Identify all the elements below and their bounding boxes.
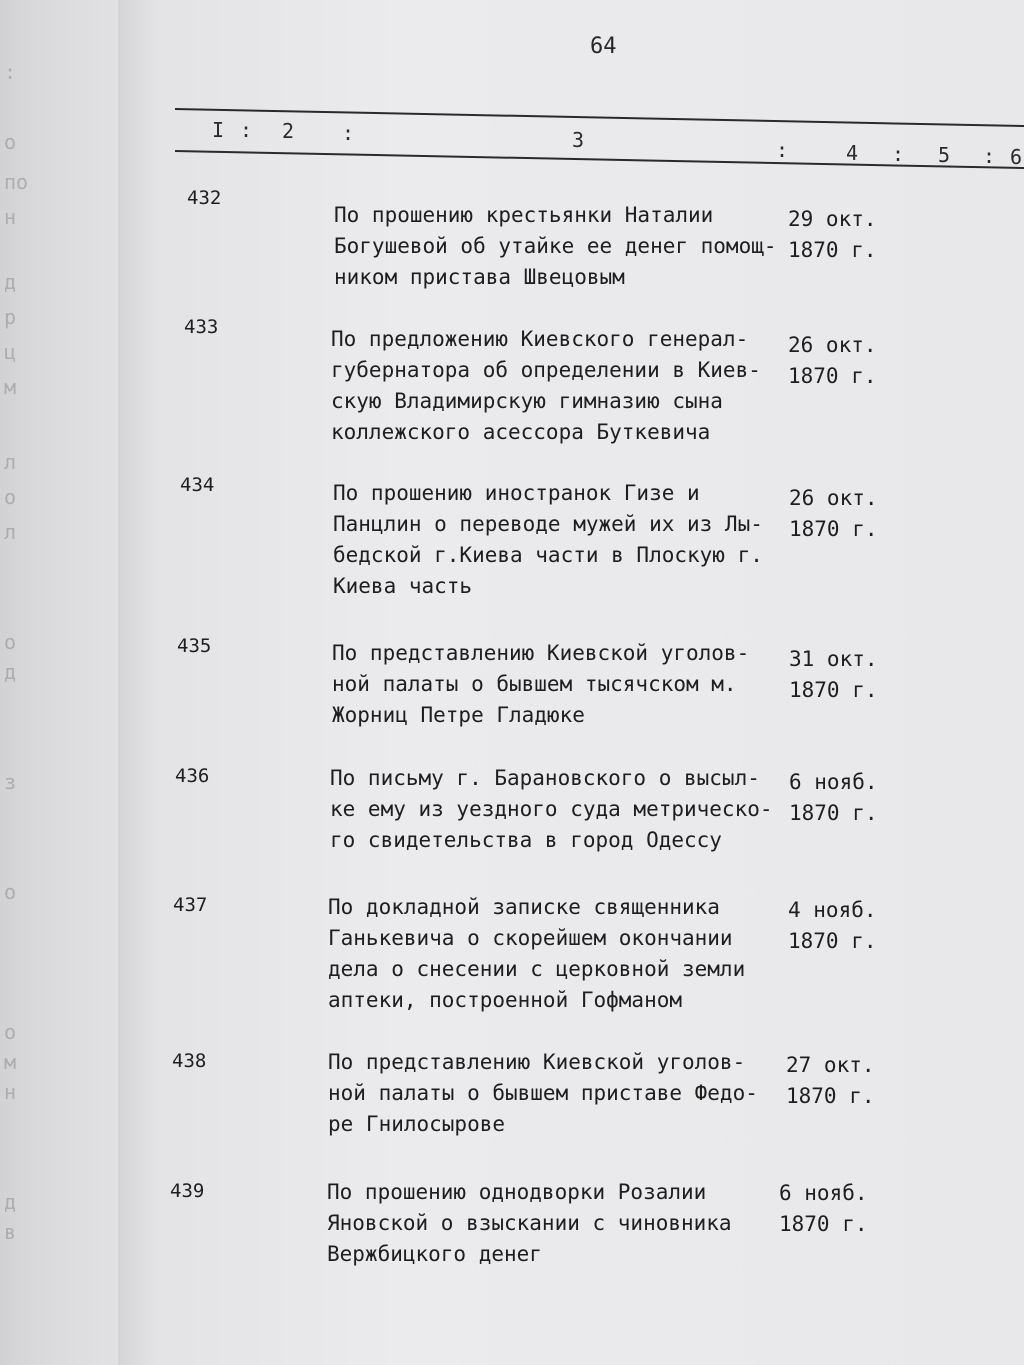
entry-number: 437 (173, 894, 208, 916)
entry-number: 439 (170, 1180, 205, 1202)
column-header-1: I (212, 118, 225, 142)
entry-date: 6 нояб. 1870 г. (789, 770, 878, 825)
entry-description: По представлению Киевской уголов- ной палаты о бывшем тысячском м. Жорниц Петре Гладюке (332, 641, 750, 727)
entry-number: 433 (184, 316, 219, 338)
column-separator: : (892, 142, 905, 166)
entry-date: 27 окт. 1870 г. (786, 1053, 875, 1108)
entry-number: 432 (187, 187, 222, 209)
entry-date: 26 окт. 1870 г. (788, 333, 877, 388)
entry-date: 29 окт. 1870 г. (788, 207, 877, 262)
entry-date: 26 окт. 1870 г. (789, 486, 878, 541)
adjacent-page-bleed: : о по н д р ц м л о л о д з о о м н д в (4, 60, 29, 1244)
column-header-5: 5 (938, 143, 951, 167)
entry-description: По докладной записке священника Ганькевича о скорейшем окончании дела о снесении с церковной земли аптеки, построенной Гофманом (328, 895, 746, 1012)
entry-number: 434 (180, 474, 215, 496)
entry-number: 435 (177, 635, 212, 657)
entry-number: 438 (172, 1050, 207, 1072)
entry-date: 6 нояб. 1870 г. (779, 1181, 868, 1236)
column-header-3: 3 (572, 128, 585, 152)
column-separator: : (776, 138, 789, 162)
header-rule-top (175, 108, 1024, 127)
column-header-6: 6 (1010, 145, 1023, 169)
page-number: 64 (590, 34, 617, 59)
entry-description: По прошению крестьянки Наталии Богушевой об утайке ее денег помощ- ником пристава Швецовым (334, 203, 777, 289)
page-fold-shadow (118, 0, 158, 1365)
column-separator: : (342, 121, 355, 145)
column-separator: : (983, 144, 996, 168)
column-header-2: 2 (282, 119, 295, 143)
entry-number: 436 (175, 765, 210, 787)
column-header-4: 4 (846, 141, 859, 165)
entry-description: По представлению Киевской уголов- ной палаты о бывшем приставе Федо- ре Гнилосырове (328, 1050, 758, 1136)
column-separator: : (240, 118, 253, 142)
entry-description: По предложению Киевского генерал- губернатора об определении в Киев- скую Владимирскую гимназию сына коллежского асессора Буткевича (331, 327, 761, 444)
entry-description: По прошению однодворки Розалии Яновской о взыскании с чиновника Вержбицкого денег (327, 1180, 732, 1266)
entry-description: По прошению иностранок Гизе и Панцлин о переводе мужей их из Лы- бедской г.Киева части в Плоскую г. Киева часть (333, 481, 763, 598)
entry-date: 31 окт. 1870 г. (789, 647, 878, 702)
entry-description: По письму г. Барановского о высыл- ке ему из уездного суда метрическо- го свидетельства в город Одессу (330, 766, 773, 852)
entry-date: 4 нояб. 1870 г. (788, 898, 877, 953)
